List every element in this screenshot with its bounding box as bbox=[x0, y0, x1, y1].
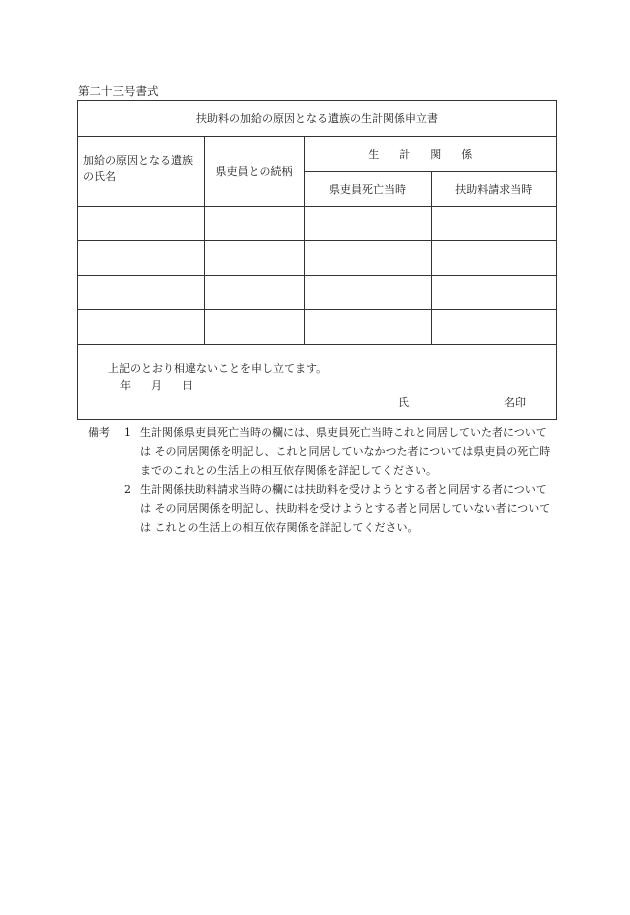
at-death-cell[interactable] bbox=[304, 310, 431, 345]
header-relation: 県吏員との続柄 bbox=[204, 136, 304, 206]
date-year-label: 年 bbox=[120, 379, 131, 392]
at-claim-cell[interactable] bbox=[431, 275, 556, 310]
table-row bbox=[78, 206, 556, 241]
table-row bbox=[78, 310, 556, 345]
date-line bbox=[120, 377, 213, 393]
relation-cell[interactable] bbox=[204, 310, 304, 345]
at-death-cell[interactable] bbox=[304, 241, 431, 276]
at-claim-cell[interactable] bbox=[431, 310, 556, 345]
table-row bbox=[78, 275, 556, 310]
form-number: 第二十三号書式 bbox=[78, 84, 159, 98]
name-cell[interactable] bbox=[78, 310, 204, 345]
name-cell[interactable] bbox=[78, 275, 204, 310]
date-month-label: 月 bbox=[151, 379, 162, 392]
declaration-text: 上記のとおり相違ないことを申し立てます。 bbox=[108, 362, 328, 375]
note-text: 生計関係扶助料請求当時の欄には扶助料を受けようとする者と同居する者については その同居関係を明記し、扶助料を受けようとする者と同居していない者については これとの生活上の相互依存関係を詳記してください。 bbox=[140, 483, 551, 534]
note-number: 1 bbox=[124, 426, 131, 439]
seal-label: 名印 bbox=[504, 396, 526, 409]
date-day-label: 日 bbox=[182, 379, 193, 392]
at-death-cell[interactable] bbox=[304, 206, 431, 241]
at-claim-cell[interactable] bbox=[431, 206, 556, 241]
form-title: 扶助料の加給の原因となる遺族の生計関係申立書 bbox=[78, 101, 556, 136]
applicant-name-label: 氏 bbox=[398, 396, 409, 409]
table-row bbox=[78, 241, 556, 276]
relation-cell[interactable] bbox=[204, 206, 304, 241]
form-table bbox=[78, 101, 556, 345]
note-text: 生計関係県吏員死亡当時の欄には、県吏員死亡当時これと同居していた者については その同居関係を明記し、これと同居していなかつた者については県吏員の死亡時までのこれとの生活上の相互依存関係を詳記してください。 bbox=[140, 426, 551, 477]
at-claim-cell[interactable] bbox=[431, 241, 556, 276]
declaration-area bbox=[78, 344, 556, 420]
header-at-claim: 扶助料請求当時 bbox=[431, 171, 556, 206]
note-number: 2 bbox=[124, 483, 131, 496]
relation-cell[interactable] bbox=[204, 241, 304, 276]
header-deceased-name: 加給の原因となる遺族の氏名 bbox=[78, 136, 204, 206]
at-death-cell[interactable] bbox=[304, 275, 431, 310]
application-form bbox=[77, 100, 557, 420]
name-cell[interactable] bbox=[78, 206, 204, 241]
name-cell[interactable] bbox=[78, 241, 204, 276]
header-at-death: 県吏員死亡当時 bbox=[304, 171, 431, 206]
notes-heading: 備考 bbox=[88, 426, 110, 439]
header-livelihood: 生計関係 bbox=[304, 136, 556, 171]
relation-cell[interactable] bbox=[204, 275, 304, 310]
